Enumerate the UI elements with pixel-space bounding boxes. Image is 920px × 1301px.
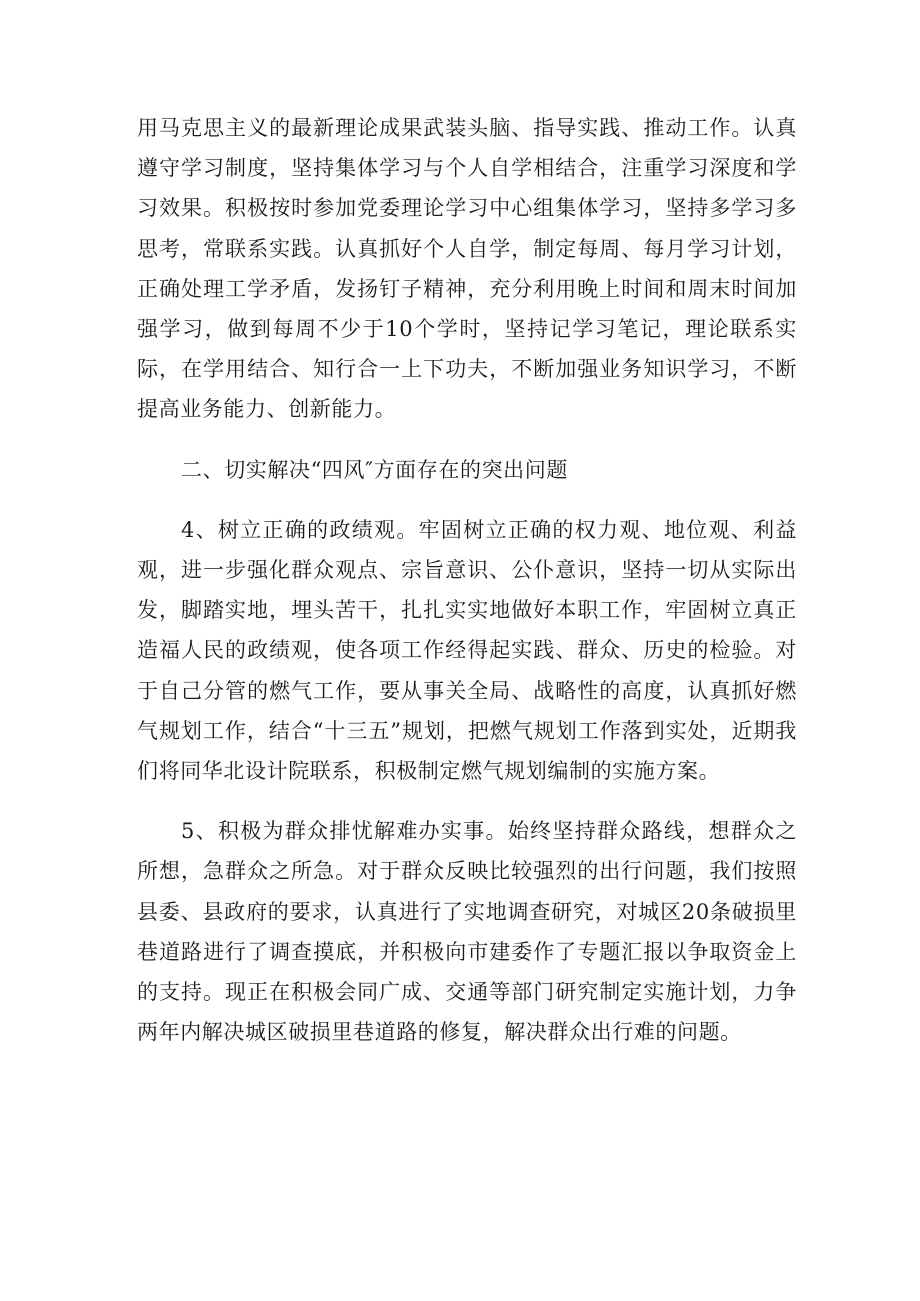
body-paragraph-help-masses: 5、积极为群众排忧解难办实事。始终坚持群众路线，想群众之所想，急群众之所急。对于群众反映比较强烈的出行问题，我们按照县委、县政府的要求，认真进行了实地调查研究，对城区20条破损里巷道路进行了调查摸底，并积极向市建委作了专题汇报以争取资金上的支持。现正在积极会同广成、交通等部门研究制定实施计划，力争两年内解决城区破损里巷道路的修复，解决群众出行难的问题。 [137,819,797,1045]
section-heading-four-winds: 二、切实解决“四风″方面存在的突出问题 [181,457,568,482]
document-body [137,108,797,1072]
body-paragraph-study: 用马克思主义的最新理论成果武装头脑、指导实践、推动工作。认真遵守学习制度，坚持集体学习与个人自学相结合，注重学习深度和学习效果。积极按时参加党委理论学习中心组集体学习，坚持多学习多思考，常联系实践。认真抓好个人自学，制定每周、每月学习计划，正确处理工学矛盾，发扬钉子精神，充分利用晚上时间和周末时间加强学习，做到每周不少于10个学时，坚持记学习笔记，理论联系实际，在学用结合、知行合一上下功夫，不断加强业务知识学习，不断提高业务能力、创新能力。 [137,116,797,422]
body-paragraph-performance-view: 4、树立正确的政绩观。牢固树立正确的权力观、地位观、利益观，进一步强化群众观点、宗旨意识、公仆意识，坚持一切从实际出发，脚踏实地，埋头苦干，扎扎实实地做好本职工作，牢固树立真正造福人民的政绩观，使各项工作经得起实践、群众、历史的检验。对于自己分管的燃气工作，要从事关全局、战略性的高度，认真抓好燃气规划工作，结合“十三五”规划，把燃气规划工作落到实处，近期我们将同华北设计院联系，积极制定燃气规划编制的实施方案。 [137,517,797,784]
